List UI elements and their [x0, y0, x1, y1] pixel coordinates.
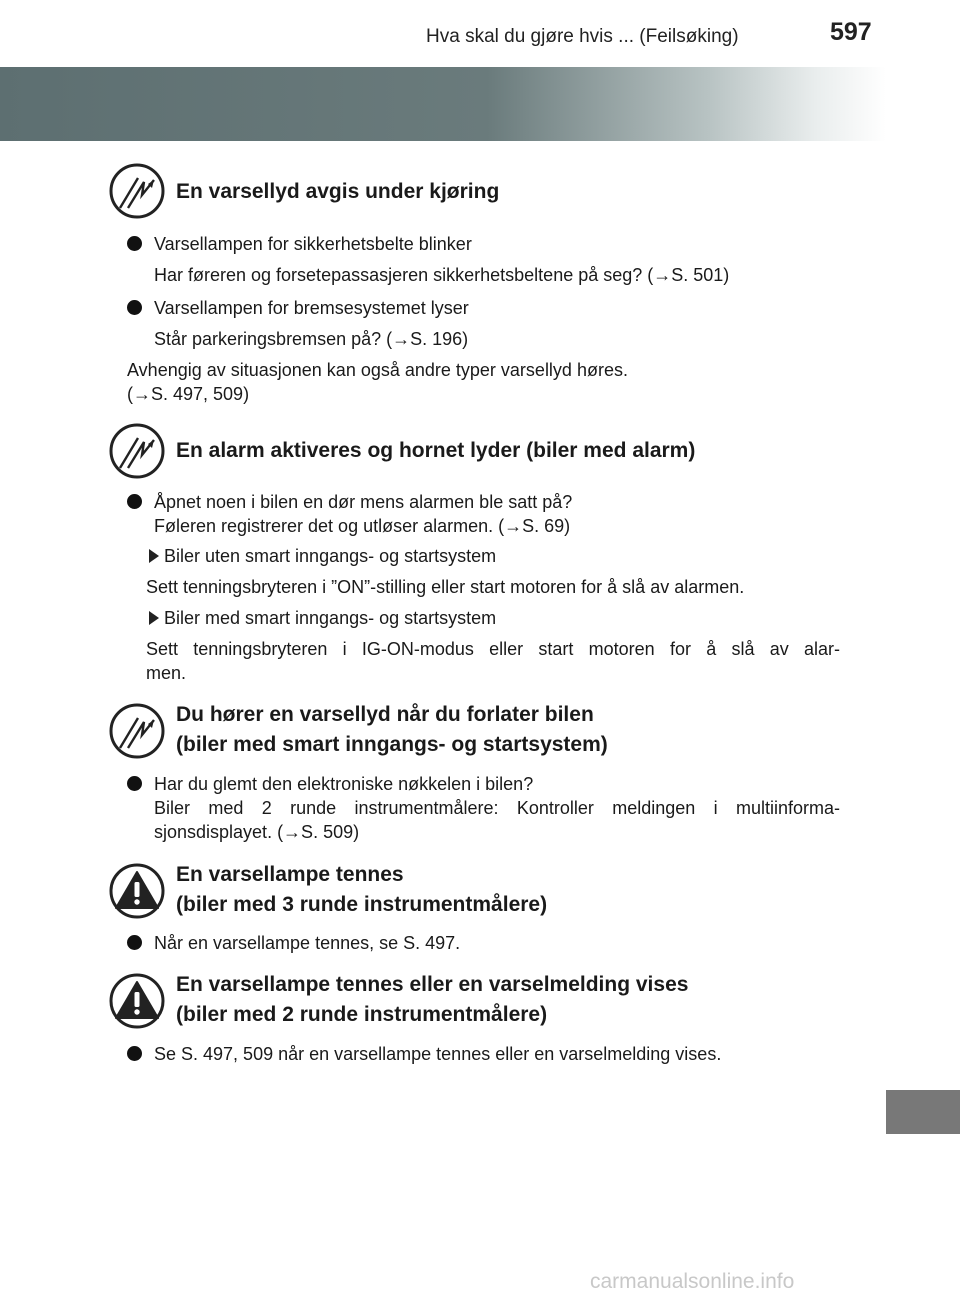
section-heading: En varsellampe tennes eller en varselmelding vises	[176, 973, 689, 996]
bullet-icon	[127, 776, 142, 791]
list-item: Har du glemt den elektroniske nøkkelen i bilen?	[154, 774, 534, 794]
list-item: Når en varsellampe tennes, se S. 497.	[154, 933, 461, 953]
lightning-warning-icon	[108, 162, 166, 220]
condition-label: Biler med smart inngangs- og startsystem	[164, 608, 497, 628]
chapter-title: Hva skal du gjøre hvis ... (Feilsøking)	[426, 26, 739, 47]
bullet-icon	[127, 236, 142, 251]
section-heading: En varsellampe tennes	[176, 863, 404, 886]
section-heading: Du hører en varsellyd når du forlater bilen	[176, 703, 594, 726]
watermark: carmanualsonline.info	[590, 1270, 795, 1293]
bullet-icon	[127, 1046, 142, 1061]
bullet-icon	[127, 300, 142, 315]
body-text: Står parkeringsbremsen på? (→S. 196)	[154, 329, 469, 349]
list-item: Åpnet noen i bilen en dør mens alarmen ble satt på?	[154, 492, 573, 512]
list-item: Varsellampen for bremsesystemet lyser	[154, 298, 469, 318]
lightning-warning-icon	[108, 702, 166, 760]
body-text: men.	[146, 663, 187, 683]
section-subheading: (biler med smart inngangs- og startsystem)	[176, 733, 608, 756]
body-text: sjonsdisplayet. (→S. 509)	[154, 822, 360, 842]
list-item: Se S. 497, 509 når en varsellampe tennes eller en varselmelding vises.	[154, 1044, 722, 1064]
section-subheading: (biler med 3 runde instrumentmålere)	[176, 893, 548, 916]
bullet-icon	[127, 935, 142, 950]
bullet-icon	[127, 494, 142, 509]
section-heading: En alarm aktiveres og hornet lyder (biler med alarm)	[176, 439, 696, 462]
section-heading: En varsellyd avgis under kjøring	[176, 180, 500, 203]
exclamation-icon	[108, 972, 166, 1030]
body-text: Føleren registrerer det og utløser alarmen. (→S. 69)	[154, 516, 571, 536]
body-text: (→S. 497, 509)	[127, 384, 250, 404]
chapter-tab[interactable]	[886, 1090, 960, 1134]
exclamation-icon	[108, 862, 166, 920]
body-text: Biler med 2 runde instrumentmålere: Kontroller meldingen i multiinforma-	[154, 798, 840, 818]
header-banner	[0, 67, 886, 141]
lightning-warning-icon	[108, 422, 166, 480]
condition-label: Biler uten smart inngangs- og startsystem	[164, 546, 497, 566]
triangle-bullet-icon	[149, 549, 159, 563]
body-text: Sett tenningsbryteren i ”ON”-stilling eller start motoren for å slå av alarmen.	[146, 577, 745, 597]
body-text: Sett tenningsbryteren i IG-ON-modus eller start motoren for å slå av alar-	[146, 639, 840, 659]
body-text: Avhengig av situasjonen kan også andre typer varsellyd høres.	[127, 360, 628, 380]
list-item: Varsellampen for sikkerhetsbelte blinker	[154, 234, 472, 254]
section-subheading: (biler med 2 runde instrumentmålere)	[176, 1003, 548, 1026]
triangle-bullet-icon	[149, 611, 159, 625]
page-number: 597	[830, 18, 872, 46]
body-text: Har føreren og forsetepassasjeren sikkerhetsbeltene på seg? (→S. 501)	[154, 265, 730, 285]
